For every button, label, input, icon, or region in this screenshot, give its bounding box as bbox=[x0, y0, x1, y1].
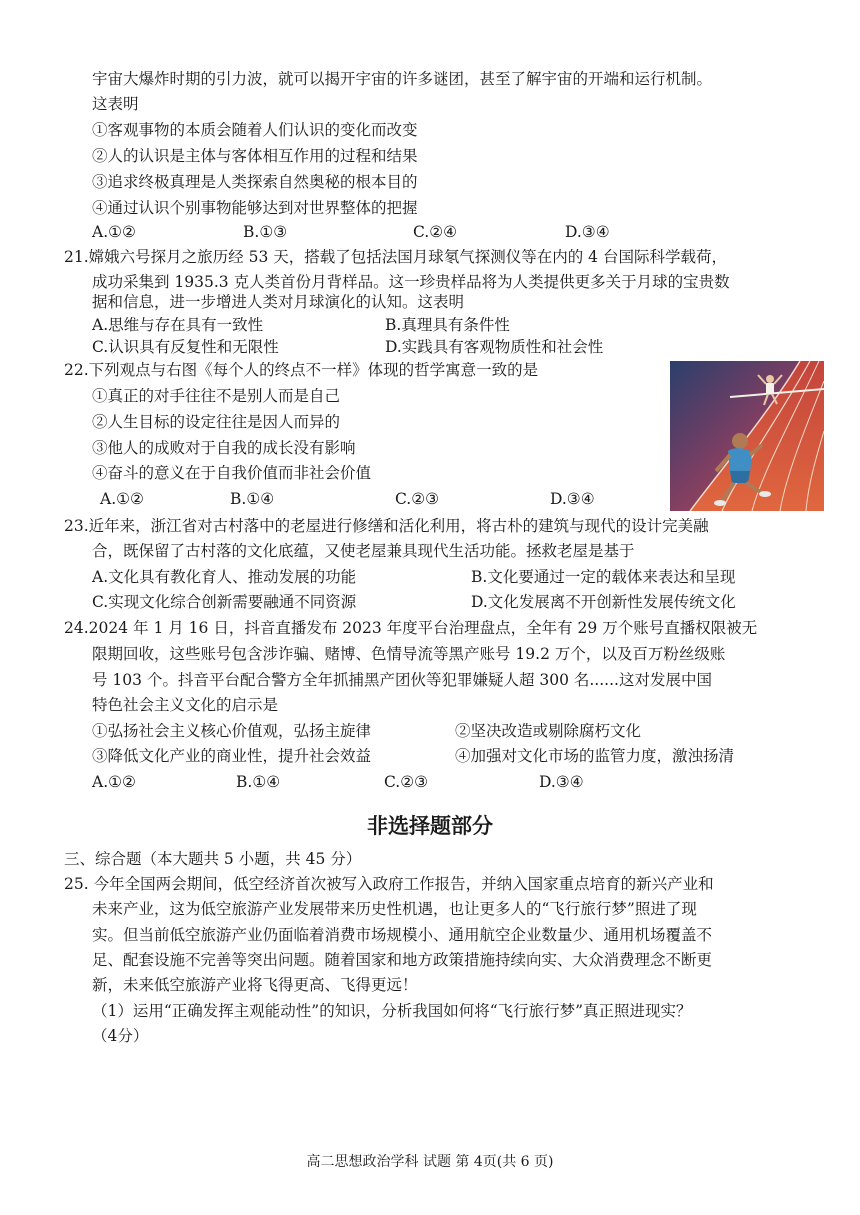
q25-stem-line2: 未来产业，这为低空旅游产业发展带来历史性机遇，也让更多人的“飞行旅行梦”照进了现 bbox=[92, 900, 697, 918]
q25-sub1-line2: （4分） bbox=[92, 1027, 149, 1045]
q24-stem-line4: 特色社会主义文化的启示是 bbox=[92, 696, 279, 714]
q24-item-4: ④加强对文化市场的监管力度，激浊扬清 bbox=[455, 747, 735, 765]
q22-option-a: A.①② bbox=[100, 490, 144, 508]
page-footer: 高二思想政治学科 试题 第 4页(共 6 页) bbox=[306, 1154, 554, 1170]
q21-option-c: C.认识具有反复性和无限性 bbox=[92, 338, 279, 356]
q24-stem-line3: 号 103 个。抖音平台配合警方全年抓捕黑产团伙等犯罪嫌疑人超 300 名......这对发展中国 bbox=[92, 671, 712, 689]
section-heading: 非选择题部分 bbox=[367, 814, 493, 838]
q22-item-1: ①真正的对手往往不是别人而是自己 bbox=[92, 387, 341, 405]
q22-item-3: ③他人的成败对于自我的成长没有影响 bbox=[92, 439, 356, 457]
q20-item-1: ①客观事物的本质会随着人们认识的变化而改变 bbox=[92, 121, 418, 139]
q23-option-c: C.实现文化综合创新需要融通不同资源 bbox=[92, 593, 357, 611]
q20-option-b: B.①③ bbox=[243, 223, 288, 241]
q20-option-d: D.③④ bbox=[565, 223, 610, 241]
q22-stem: 22.下列观点与右图《每个人的终点不一样》体现的哲学寓意一致的是 bbox=[64, 361, 539, 379]
q21-stem-line3: 据和信息，进一步增进人类对月球演化的认知。这表明 bbox=[92, 293, 465, 311]
q23-option-b: B.文化要通过一定的载体来表达和呈现 bbox=[471, 568, 736, 586]
q24-option-c: C.②③ bbox=[384, 773, 429, 791]
q20-stem-line2: 这表明 bbox=[92, 95, 139, 113]
q24-item-2: ②坚决改造或剔除腐朽文化 bbox=[455, 722, 642, 740]
q25-sub1-line1: （1）运用“正确发挥主观能动性”的知识，分析我国如何将“飞行旅行梦”真正照进现实？ bbox=[92, 1002, 692, 1020]
q21-option-a: A.思维与存在具有一致性 bbox=[92, 316, 264, 334]
q20-stem-line1: 宇宙大爆炸时期的引力波，就可以揭开宇宙的许多谜团，甚至了解宇宙的开端和运行机制。 bbox=[92, 70, 713, 88]
q24-stem-line2: 限期回收，这些账号包含涉诈骗、赌博、色情导流等黑产账号 19.2 万个，以及百万粉丝级账 bbox=[92, 645, 726, 663]
q21-option-b: B.真理具有条件性 bbox=[385, 316, 510, 334]
section-part-title: 三、综合题（本大题共 5 小题，共 45 分） bbox=[64, 850, 362, 868]
q22-option-b: B.①④ bbox=[230, 490, 275, 508]
q22-option-d: D.③④ bbox=[550, 490, 595, 508]
q22-option-c: C.②③ bbox=[395, 490, 440, 508]
q23-stem-line2: 合，既保留了古村落的文化底蕴，又使老屋兼具现代生活功能。拯救老屋是基于 bbox=[92, 542, 635, 560]
q25-stem-line1: 25. 今年全国两会期间，低空经济首次被写入政府工作报告，并纳入国家重点培育的新兴产业和 bbox=[64, 875, 714, 893]
q24-option-a: A.①② bbox=[92, 773, 136, 791]
q23-option-a: A.文化具有教化育人、推动发展的功能 bbox=[92, 568, 357, 586]
q24-option-d: D.③④ bbox=[539, 773, 584, 791]
q20-item-3: ③追求终极真理是人类探索自然奥秘的根本目的 bbox=[92, 173, 418, 191]
q22-item-4: ④奋斗的意义在于自我价值而非社会价值 bbox=[92, 464, 372, 482]
q21-stem-line2: 成功采集到 1935.3 克人类首份月背样品。这一珍贵样品将为人类提供更多关于月球的宝贵数 bbox=[92, 273, 730, 291]
q20-item-4: ④通过认识个别事物能够达到对世界整体的把握 bbox=[92, 199, 418, 217]
q20-item-2: ②人的认识是主体与客体相互作用的过程和结果 bbox=[92, 147, 418, 165]
q22-item-2: ②人生目标的设定往往是因人而异的 bbox=[92, 413, 341, 431]
q20-option-a: A.①② bbox=[92, 223, 136, 241]
q25-stem-line4: 足、配套设施不完善等突出问题。随着国家和地方政策措施持续向实、大众消费理念不断更 bbox=[92, 951, 713, 969]
q24-item-1: ①弘扬社会主义核心价值观，弘扬主旋律 bbox=[92, 722, 372, 740]
running-race-illustration-icon bbox=[670, 361, 824, 511]
q24-item-3: ③降低文化产业的商业性，提升社会效益 bbox=[92, 747, 372, 765]
q23-option-d: D.文化发展离不开创新性发展传统文化 bbox=[471, 593, 736, 611]
q25-stem-line5: 新，未来低空旅游产业将飞得更高、飞得更远！ bbox=[92, 976, 418, 994]
q21-option-d: D.实践具有客观物质性和社会性 bbox=[385, 338, 604, 356]
q24-option-b: B.①④ bbox=[236, 773, 281, 791]
q21-stem-line1: 21.嫦娥六号探月之旅历经 53 天，搭载了包括法国月球氡气探测仪等在内的 4 台国际科学载荷， bbox=[64, 248, 727, 266]
q20-option-c: C.②④ bbox=[413, 223, 458, 241]
q24-stem-line1: 24.2024 年 1 月 16 日，抖音直播发布 2023 年度平台治理盘点，全年有 29 万个账号直播权限被无 bbox=[64, 619, 758, 637]
q25-stem-line3: 实。但当前低空旅游产业仍面临着消费市场规模小、通用航空企业数量少、通用机场覆盖不 bbox=[92, 926, 713, 944]
q23-stem-line1: 23.近年来，浙江省对古村落中的老屋进行修缮和活化利用，将古朴的建筑与现代的设计完美融 bbox=[64, 517, 709, 535]
